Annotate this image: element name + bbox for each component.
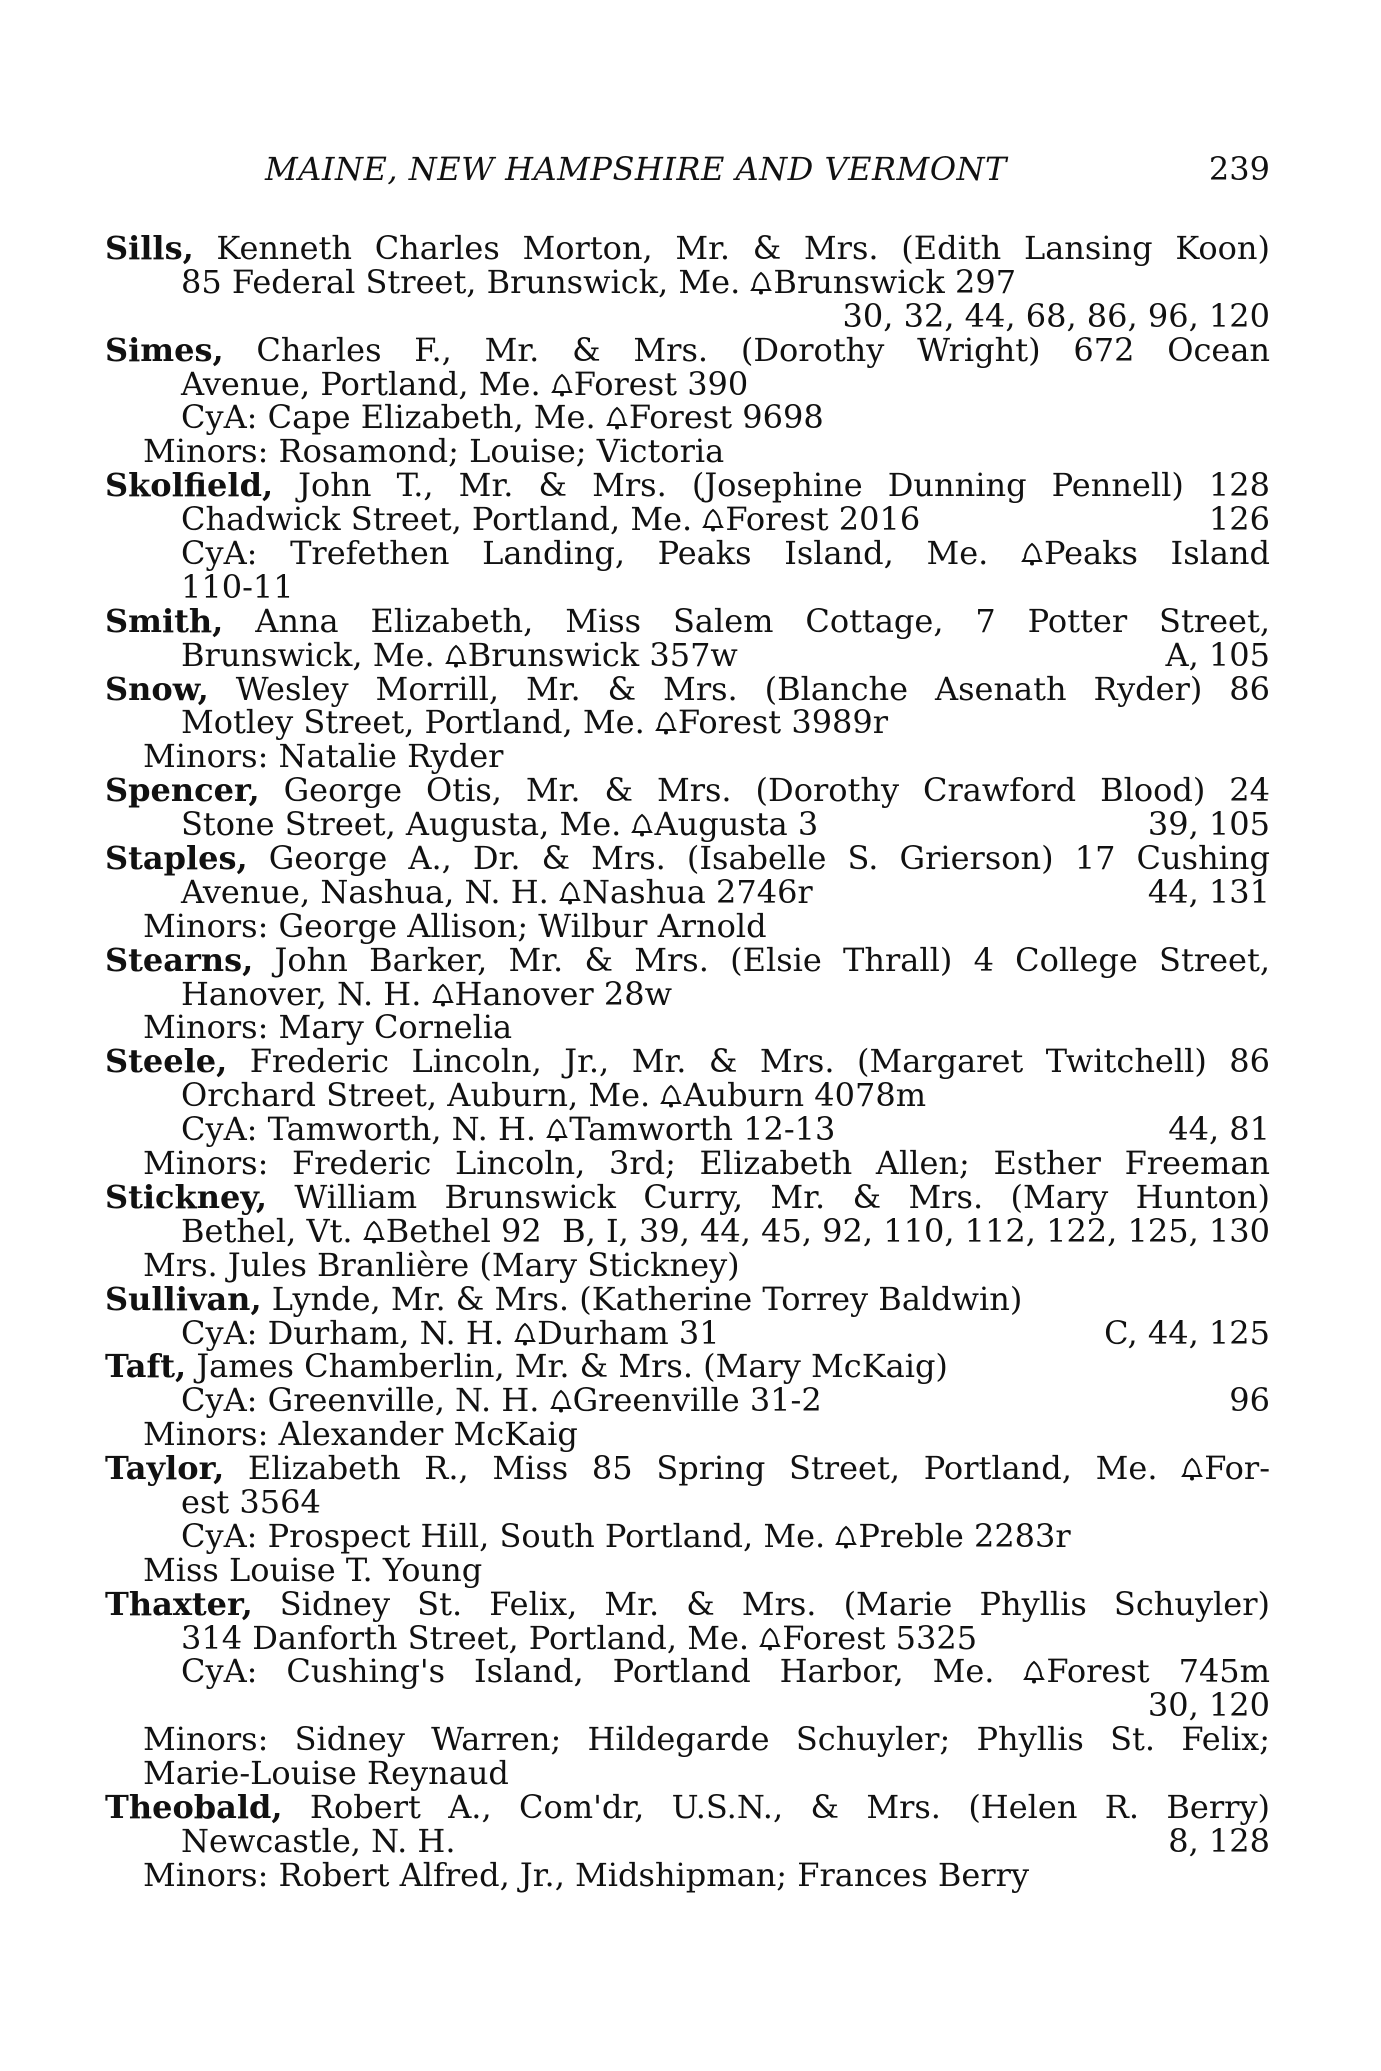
entry-text [181, 1313, 720, 1352]
bell-icon [759, 1624, 781, 1648]
entry-text [105, 839, 1270, 878]
entry-details: Minors: Sidney Warren; Hildegarde Schuyler; Phyllis St. Felix; [143, 1720, 1270, 1759]
entry-line [105, 1211, 1270, 1250]
entry-details: Motley Street, Portland, Me. [181, 703, 645, 742]
entry-text [181, 567, 294, 606]
entry-details: CyA: Cushing's Island, Portland Harbor, Me. [181, 1652, 995, 1691]
entry-details: Minors: Mary Cornelia [143, 1008, 513, 1047]
entry-details: Marie-Louise Reynaud [143, 1754, 509, 1793]
entry-first-line [105, 466, 1270, 505]
telephone-number: Forest 9698 [628, 398, 824, 437]
entry-details: Minors: Alexander McKaig [143, 1415, 578, 1454]
entry-details: George Otis, Mr. & Mrs. (Dorothy Crawford Blood) 24 [259, 771, 1270, 810]
directory-entry [105, 1279, 1270, 1352]
entry-line [105, 398, 1270, 437]
surname: Sills, [105, 229, 194, 267]
entry-line [105, 1415, 1270, 1454]
entry-details: Chadwick Street, Portland, Me. [181, 500, 693, 539]
entry-line [105, 872, 1270, 911]
reference-numbers: 96 [1229, 1381, 1270, 1420]
entry-details: Stone Street, Augusta, Me. [181, 805, 622, 844]
bell-icon [546, 1115, 568, 1139]
entry-text [143, 1720, 1270, 1759]
entry-details: CyA: Prospect Hill, South Portland, Me. [181, 1516, 826, 1555]
directory-entry [105, 330, 1270, 471]
entry-text [181, 635, 738, 674]
telephone-number: Auburn 4078m [683, 1076, 927, 1115]
directory-entry [105, 940, 1270, 1047]
surname: Smith, [105, 601, 224, 640]
entry-details: George A., Dr. & Mrs. (Isabelle S. Grierson) 17 Cushing [247, 839, 1270, 878]
entry-details: Minors: Robert Alfred, Jr., Midshipman; Frances Berry [143, 1855, 1030, 1894]
entry-first-line [105, 1279, 1270, 1318]
entry-line [105, 1381, 1270, 1420]
telephone-number: Forest 745m [1046, 1652, 1271, 1691]
directory-entry [105, 1042, 1270, 1183]
entry-details: Minors: Rosamond; Louise; Victoria [143, 432, 725, 471]
bell-icon [514, 1319, 536, 1343]
entry-details: 314 Danforth Street, Portland, Me. [181, 1618, 750, 1657]
bell-icon [631, 810, 653, 834]
reference-numbers: A, 105 [1165, 635, 1270, 674]
reference-numbers: 39, 105 [1147, 805, 1270, 844]
entry-details: Minors: George Allison; Wilbur Arnold [143, 906, 767, 945]
surname: Stearns, [105, 940, 254, 979]
entry-text [181, 703, 889, 742]
entry-text [181, 1482, 321, 1521]
entry-text [143, 1550, 483, 1589]
entry-details: Miss Louise T. Young [143, 1550, 483, 1589]
entry-details: CyA: Tamworth, N. H. [181, 1110, 537, 1149]
entry-text [181, 805, 819, 844]
entry-line [105, 1754, 1270, 1793]
entry-text [181, 1110, 836, 1149]
telephone-number: Forest 390 [573, 364, 749, 403]
directory-entry [105, 1449, 1271, 1589]
entry-text [181, 1821, 456, 1860]
entry-first-line [105, 1347, 1270, 1386]
entry-details: Robert A., Com'dr, U.S.N., & Mrs. (Helen R. Berry) [282, 1787, 1270, 1826]
entry-details: est 3564 [181, 1482, 321, 1521]
entry-details: John Barker, Mr. & Mrs. (Elsie Thrall) 4 College Street, [253, 940, 1270, 979]
entry-text [143, 432, 725, 471]
directory-entry [105, 669, 1270, 776]
entry-line [105, 974, 1270, 1013]
surname: Stickney, [105, 1177, 267, 1216]
surname: Thaxter, [105, 1584, 253, 1623]
entry-details: 85 Federal Street, Brunswick, Me. [181, 262, 741, 301]
reference-numbers: B, I, 39, 44, 45, 92, 110, 112, 122, 125, 130 [562, 1211, 1270, 1250]
telephone-number: Tamworth 12-13 [569, 1110, 836, 1149]
entry-line [105, 1821, 1270, 1860]
bell-icon [550, 1386, 572, 1410]
telephone-number: Durham 31 [537, 1313, 720, 1352]
entry-text [105, 1279, 1023, 1318]
entry-line [105, 805, 1270, 844]
entry-text [143, 1855, 1030, 1894]
entry-text [105, 229, 1270, 267]
entry-text [143, 906, 767, 945]
surname: Staples, [105, 839, 248, 878]
entry-details: CyA: Greenville, N. H. [181, 1381, 540, 1420]
entry-text [105, 1347, 948, 1386]
entry-first-line [105, 771, 1270, 810]
entry-details: Anna Elizabeth, Miss Salem Cottage, 7 Potter Street, [223, 601, 1270, 640]
entry-text [181, 262, 1017, 301]
directory-entry [105, 839, 1270, 945]
entry-text [181, 364, 749, 403]
entry-line [105, 703, 1270, 742]
entry-text [181, 500, 921, 539]
entry-line [105, 500, 1270, 539]
entry-text [105, 330, 1270, 369]
entry-line [105, 1110, 1270, 1149]
entry-details: Avenue, Portland, Me. [181, 364, 541, 403]
entry-line [105, 1482, 1270, 1521]
bell-icon [702, 505, 724, 529]
entry-first-line [105, 1177, 1270, 1216]
entry-text [105, 1584, 1270, 1623]
entry-first-line [105, 330, 1270, 369]
directory-entry [105, 601, 1270, 674]
entry-first-line [105, 601, 1270, 640]
entry-line [105, 262, 1270, 301]
entry-text [105, 1177, 1270, 1216]
entry-details: James Chamberlin, Mr. & Mrs. (Mary McKaig) [186, 1347, 948, 1386]
telephone-number: Brunswick 297 [773, 262, 1017, 301]
telephone-number: Nashua 2746r [582, 872, 813, 911]
surname: Simes, [105, 330, 224, 369]
directory-entry [105, 771, 1270, 844]
entry-details: Charles F., Mr. & Mrs. (Dorothy Wright) 672 Ocean [223, 330, 1270, 369]
entry-line [105, 737, 1270, 776]
bell-icon [606, 403, 628, 427]
bell-icon [551, 370, 573, 394]
reference-numbers: 44, 131 [1147, 872, 1270, 911]
entry-details: Frederic Lincoln, Jr., Mr. & Mrs. (Margaret Twitchell) 86 [227, 1042, 1270, 1081]
bell-icon [559, 878, 581, 902]
entry-text [143, 1144, 1270, 1183]
entry-details: Hanover, N. H. [181, 974, 422, 1013]
reference-numbers: 30, 32, 44, 68, 86, 96, 120 [842, 296, 1270, 335]
entry-text [143, 737, 504, 776]
entry-details: Brunswick, Me. [181, 635, 435, 674]
telephone-number: Greenville 31-2 [572, 1381, 822, 1420]
entry-details: Avenue, Nashua, N. H. [181, 872, 549, 911]
entry-details: CyA: Trefethen Landing, Peaks Island, Me. [181, 534, 989, 573]
entry-text [105, 940, 1270, 979]
bell-icon [750, 268, 772, 292]
entry-text [181, 1076, 927, 1115]
entry-text [143, 1754, 509, 1793]
reference-numbers: 8, 128 [1168, 1821, 1270, 1860]
entry-text [105, 466, 1270, 505]
entry-text [105, 1449, 1271, 1488]
entry-details: Minors: Natalie Ryder [143, 737, 504, 776]
entry-details: Sidney St. Felix, Mr. & Mrs. (Marie Phyllis Schuyler) [252, 1584, 1270, 1623]
surname: Taylor, [105, 1449, 225, 1488]
entry-line [105, 567, 1270, 606]
directory-entry [105, 1584, 1271, 1793]
entry-text [143, 1008, 513, 1047]
entry-text [143, 1415, 578, 1454]
entry-list [105, 229, 1271, 1894]
entry-text [181, 398, 824, 437]
entry-text [105, 771, 1270, 810]
entry-text [181, 974, 672, 1013]
surname: Sullivan, [105, 1279, 262, 1318]
entry-details: Kenneth Charles Morton, Mr. & Mrs. (Edith Lansing Koon) [193, 229, 1270, 267]
bell-icon [445, 641, 467, 665]
telephone-number: Forest 5325 [782, 1618, 978, 1657]
directory-entry [105, 1177, 1270, 1284]
entry-line [105, 1550, 1270, 1589]
bell-icon [1023, 1657, 1045, 1681]
telephone-number: For- [1204, 1449, 1271, 1488]
entry-line [105, 1144, 1270, 1183]
entry-first-line [105, 940, 1270, 979]
entry-text [181, 1652, 1271, 1691]
entry-first-line [105, 1787, 1270, 1826]
entry-text [181, 1516, 1071, 1555]
entry-line [105, 906, 1270, 945]
reference-numbers: 30, 120 [1147, 1686, 1270, 1725]
surname: Spencer, [105, 771, 260, 810]
telephone-number: Forest 3989r [677, 703, 889, 742]
entry-details: Orchard Street, Auburn, Me. [181, 1076, 651, 1115]
entry-text [181, 1211, 542, 1250]
entry-line [105, 635, 1270, 674]
telephone-number: Brunswick 357w [467, 635, 738, 674]
reference-numbers: 126 [1208, 500, 1270, 539]
directory-entry [105, 1787, 1270, 1894]
entry-line [105, 1652, 1271, 1691]
entry-details: CyA: Cape Elizabeth, Me. [181, 398, 596, 437]
entry-details: CyA: Durham, N. H. [181, 1313, 504, 1352]
entry-first-line [105, 1042, 1270, 1081]
telephone-number: Preble 2283r [858, 1516, 1071, 1555]
entry-details: John T., Mr. & Mrs. (Josephine Dunning Pennell) 128 [273, 466, 1270, 505]
telephone-number: Peaks Island [1044, 534, 1271, 573]
entry-line [105, 1855, 1270, 1894]
bell-icon [1181, 1454, 1203, 1478]
entry-text [105, 1787, 1270, 1826]
entry-details: Minors: Frederic Lincoln, 3rd; Elizabeth Allen; Esther Freeman [143, 1144, 1270, 1183]
surname: Steele, [105, 1042, 228, 1081]
entry-first-line [105, 1584, 1270, 1623]
entry-details: 110-11 [181, 567, 294, 606]
entry-line [105, 1686, 1270, 1725]
entry-first-line [105, 229, 1270, 267]
bell-icon [363, 1217, 385, 1241]
entry-line [105, 1720, 1270, 1759]
entry-details: Wesley Morrill, Mr. & Mrs. (Blanche Asenath Ryder) 86 [208, 669, 1270, 708]
reference-numbers: C, 44, 125 [1104, 1313, 1270, 1352]
entry-first-line [105, 839, 1270, 878]
bell-icon [835, 1522, 857, 1546]
entry-first-line [105, 669, 1270, 708]
bell-icon [655, 708, 677, 732]
entry-details: Bethel, Vt. [181, 1211, 353, 1250]
entry-details: Elizabeth R., Miss 85 Spring Street, Portland, Me. [224, 1449, 1158, 1488]
entry-details: Newcastle, N. H. [181, 1821, 456, 1860]
running-title: MAINE, NEW HAMPSHIRE AND VERMONT [265, 150, 1007, 188]
directory-entry [105, 1347, 1270, 1454]
entry-line [105, 1313, 1270, 1352]
telephone-number: Hanover 28w [454, 974, 672, 1013]
bell-icon [432, 980, 454, 1004]
entry-text [181, 1618, 978, 1657]
surname: Skolfield, [105, 466, 274, 505]
surname: Snow, [105, 669, 209, 708]
entry-details: Mrs. Jules Branlière (Mary Stickney) [143, 1245, 740, 1284]
telephone-number: Forest 2016 [725, 500, 921, 539]
entry-line [105, 534, 1271, 573]
entry-line [105, 432, 1270, 471]
telephone-number: Bethel 92 [385, 1211, 542, 1250]
page-number: 239 [1208, 150, 1270, 188]
entry-line [105, 364, 1270, 403]
entry-line [105, 1245, 1270, 1284]
entry-text [105, 669, 1270, 708]
entry-text [143, 1245, 740, 1284]
surname: Taft, [105, 1347, 187, 1386]
entry-details: Lynde, Mr. & Mrs. (Katherine Torrey Baldwin) [261, 1279, 1023, 1318]
entry-text [181, 872, 813, 911]
entry-line [105, 1008, 1270, 1047]
reference-numbers: 44, 81 [1168, 1110, 1270, 1149]
entry-text [181, 1381, 822, 1420]
entry-text [105, 1042, 1270, 1081]
entry-line [105, 1516, 1270, 1555]
surname: Theobald, [105, 1787, 283, 1826]
entry-line [105, 1076, 1270, 1115]
entry-line [105, 1618, 1270, 1657]
bell-icon [1021, 539, 1043, 563]
bell-icon [660, 1081, 682, 1105]
entry-text [181, 534, 1271, 573]
directory-entry [105, 466, 1271, 606]
entry-details: William Brunswick Curry, Mr. & Mrs. (Mary Hunton) [267, 1177, 1270, 1216]
entry-first-line [105, 1449, 1271, 1488]
page-header [105, 150, 1270, 200]
directory-entry [105, 229, 1270, 335]
entry-line [105, 296, 1270, 335]
telephone-number: Augusta 3 [654, 805, 819, 844]
entry-text [105, 601, 1270, 640]
